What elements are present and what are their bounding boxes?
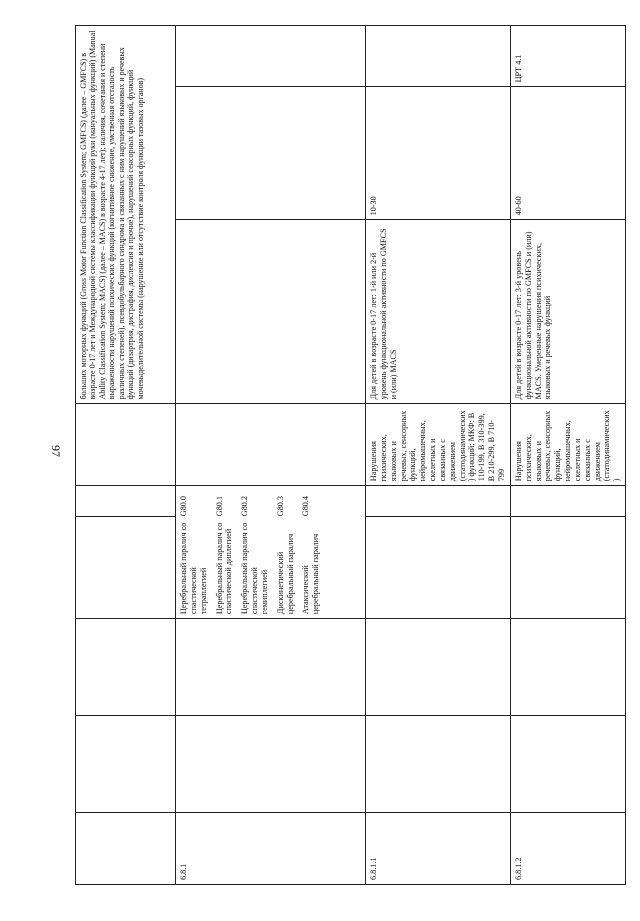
top-row-text: больших моторных функций (Gross Motor Function Classification System; GMFCS) (далее – GMFCS) в возрасте 0-17 лет и Международной системы классификации функций руки (мануальных функций) (Manual Ability Classification System; MACS) (далее – MACS) в возрасте 4-17 лет); наличия, сочетания и степени выраженности нарушений психических функций (когнитивное снижение, умственная отсталость различных степеней), псевдобульбарного синдрома и связанных с ним нарушений языковых и речевых функций (дизартрия, дисграфия, дислексия и прочие), нарушений сенсорных функций, функций мочевыделительной системы (нарушение или отсутствие контроля функции тазовых органов) — [76, 26, 176, 404]
row-code: 6.8.1.2 — [510, 813, 625, 885]
criteria-cell: Для детей в возрасте 0-17 лет: 3-й уровень функциональной активности по GMFCS и (или) MACS. Умеренные нарушения психических, языковых и речевых функций — [510, 220, 625, 404]
criteria-cell: Для детей в возрасте 0-17 лет: 1-й или 2-й уровень функциональной активности по GMFCS и (или) MACS — [366, 220, 511, 404]
rotated-table-container — [75, 25, 622, 885]
row-code: 6.8.1 — [176, 813, 366, 885]
percent-cell: 40-60 — [510, 87, 625, 220]
row-code: 6.8.1.1 — [366, 813, 511, 885]
table-row-6811 — [366, 26, 511, 885]
ref-cell: ЦРТ 4.1 — [510, 26, 625, 87]
diagnosis-item: Дискинетический церебральный паралич G80.3 — [275, 495, 295, 615]
percent-cell: 10-30 — [366, 87, 511, 220]
table-row-top — [76, 26, 176, 885]
violations-cell: Нарушения психических, языковых и речевых, сенсорных функций, нейромышечных, скелетных и связанных с движением (статодинамических) функций; МКФ: В 110-199, В 310-399, В 210-299, В 710-799 — [366, 404, 511, 486]
table-row-6812 — [510, 26, 625, 885]
ref-cell — [366, 26, 511, 87]
diagnosis-item: Церебральный паралич со спастической тетраплегией G80.0 — [179, 495, 208, 615]
page-number: 97 — [49, 445, 63, 457]
table-row-681 — [176, 26, 366, 885]
violations-cell: Нарушения психических, языковых и речевых, сенсорных функций, нейромышечных, скелетных и связанных с движением (статодинамических) — [510, 404, 625, 486]
diagnosis-item: Церебральный паралич со спастической диплегией G80.1 — [214, 495, 234, 615]
criteria-table — [75, 25, 626, 885]
diagnosis-item: Церебральный паралич со спастической гемиплегией G80.2 — [240, 495, 269, 615]
diagnosis-item: Атаксический церебральный паралич G80.4 — [301, 495, 321, 615]
diagnoses-cell — [176, 486, 366, 619]
